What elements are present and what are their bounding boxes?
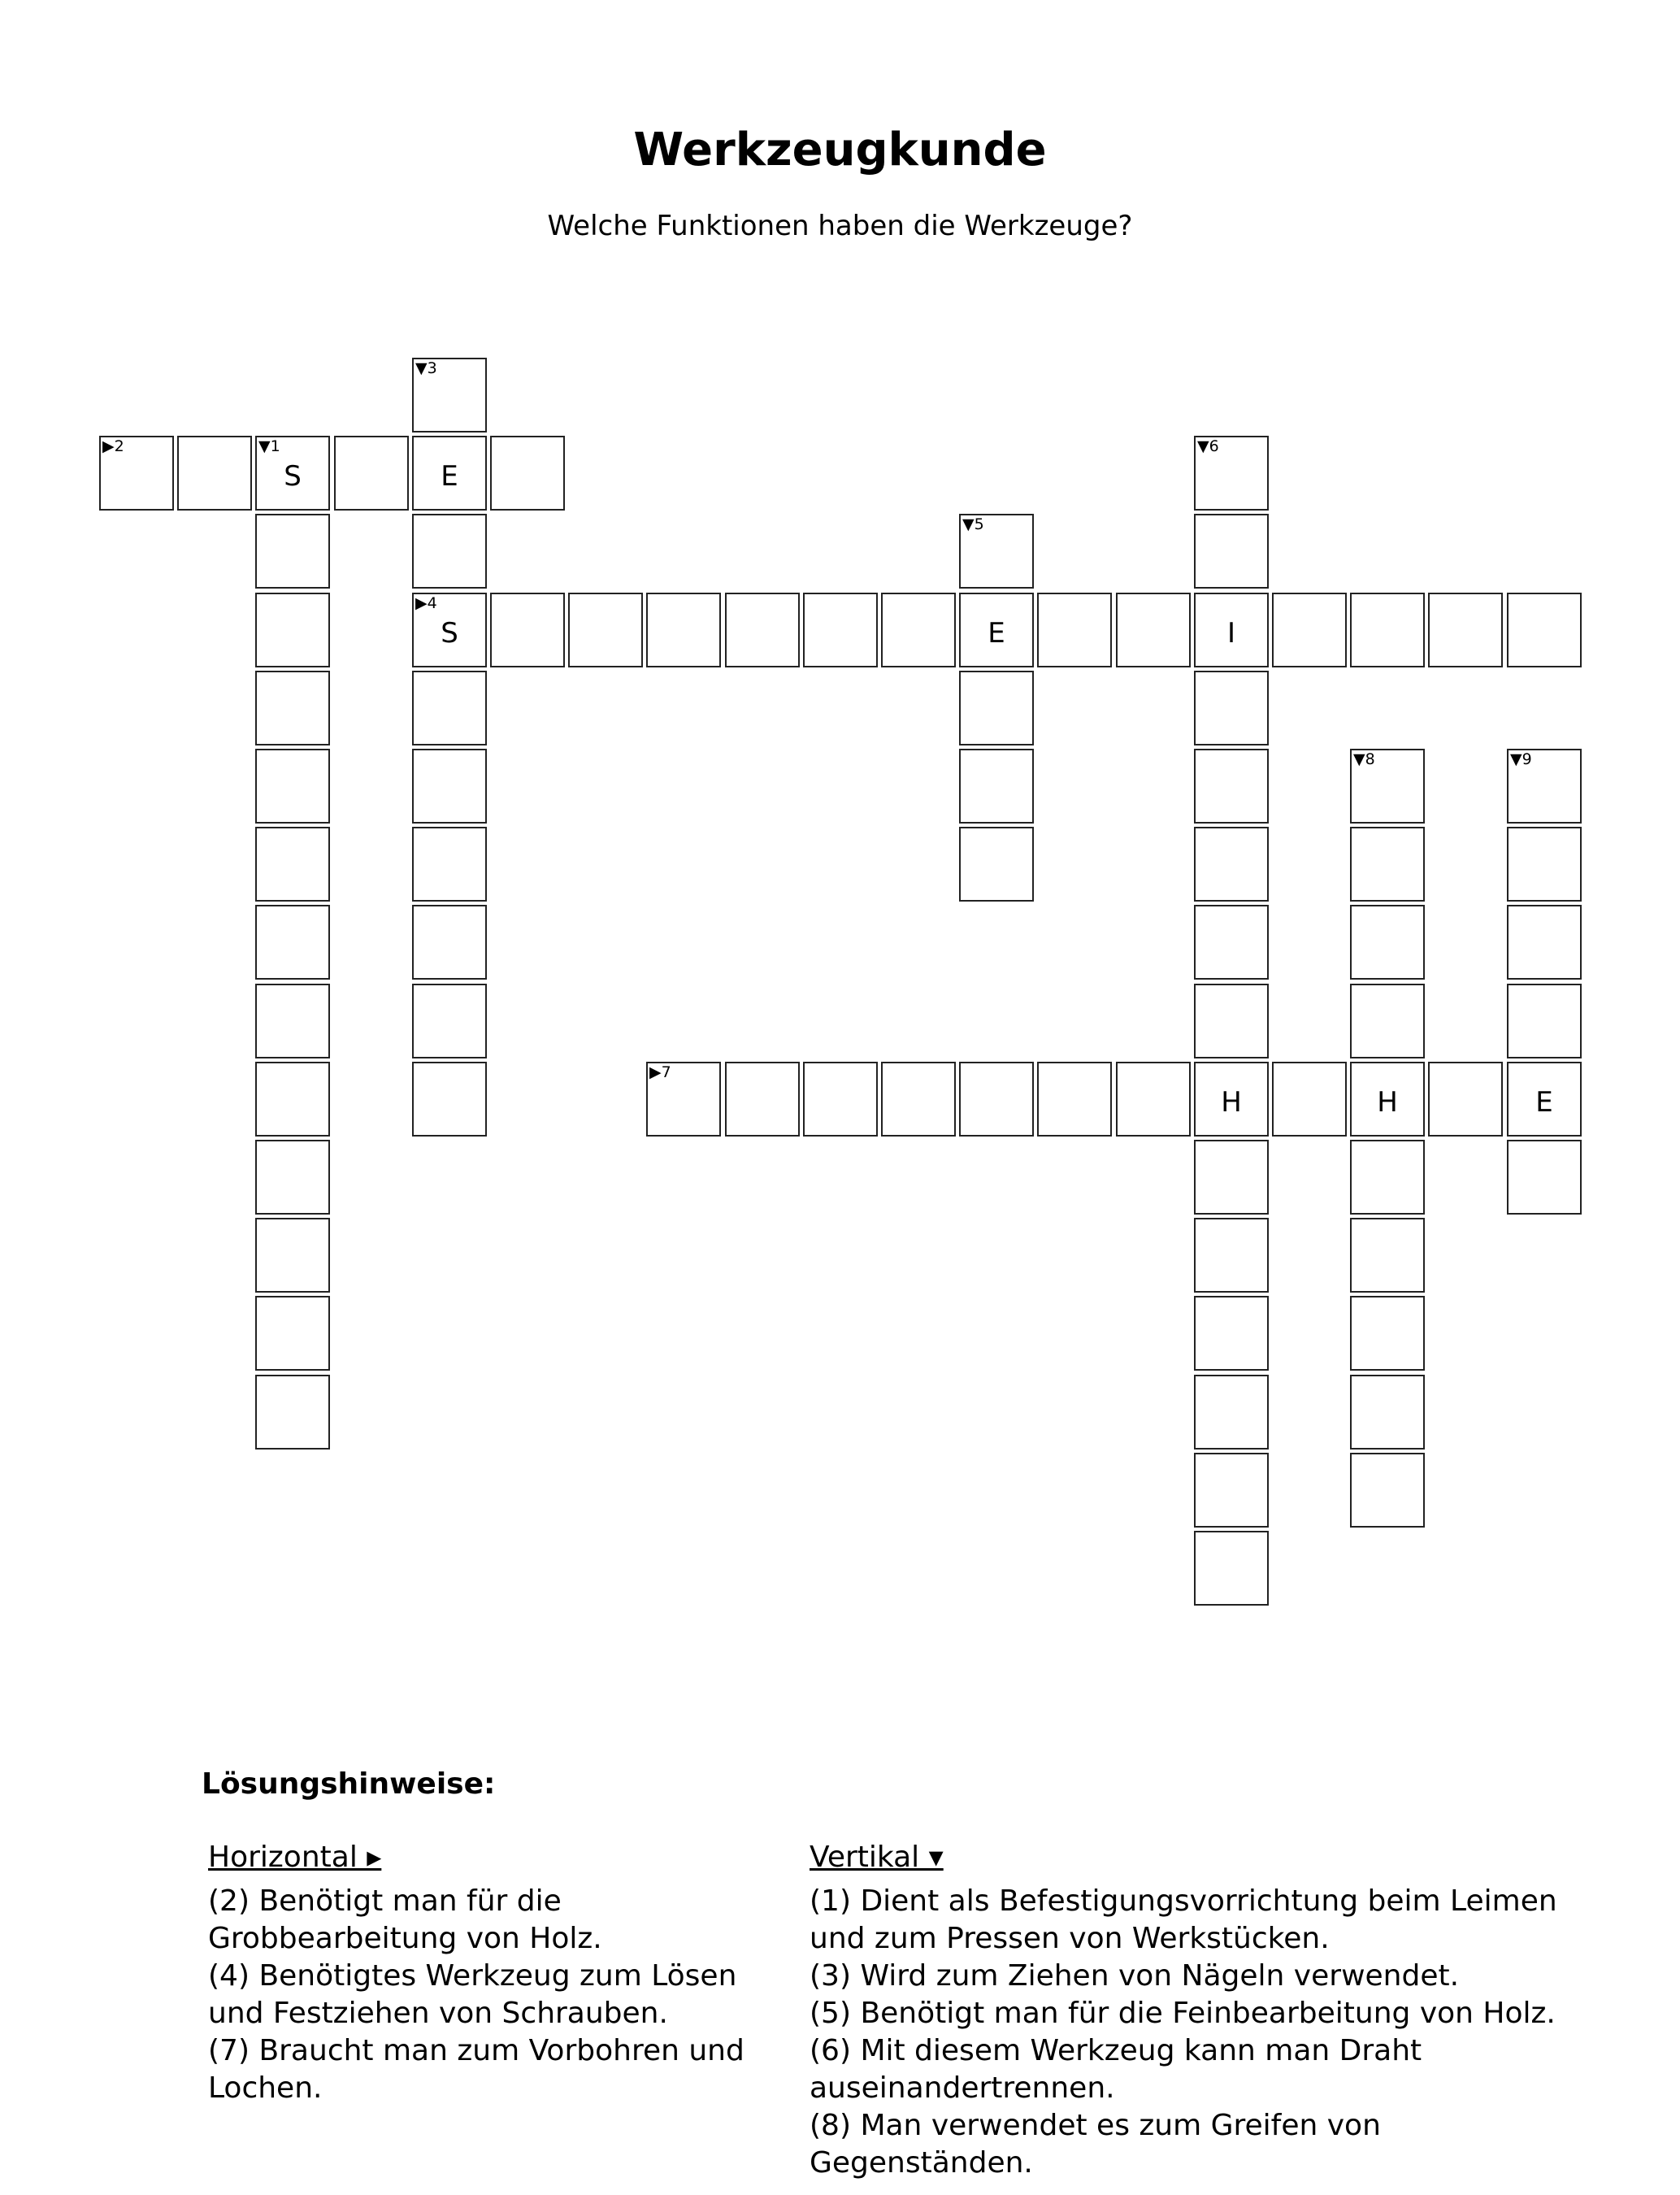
crossword-cell[interactable] — [1428, 593, 1503, 667]
crossword-cell[interactable] — [1194, 905, 1269, 980]
crossword-cell[interactable] — [1350, 1453, 1425, 1528]
clue-vertical: (6) Mit diesem Werkzeug kann man Draht auseinandertrennen. — [810, 2034, 1422, 2105]
crossword-cell[interactable] — [959, 514, 1034, 589]
crossword-cell[interactable] — [255, 671, 330, 745]
crossword-cell[interactable] — [490, 593, 565, 667]
cell-letter: H — [1377, 1086, 1398, 1119]
crossword-cell[interactable] — [881, 1062, 956, 1137]
crossword-cell[interactable] — [1194, 1140, 1269, 1215]
crossword-cell[interactable] — [1037, 1062, 1112, 1137]
crossword-cell[interactable] — [1194, 1531, 1269, 1606]
crossword-cell[interactable] — [334, 436, 409, 511]
crossword-cell[interactable] — [1507, 984, 1582, 1058]
crossword-cell[interactable] — [1116, 593, 1191, 667]
crossword-cell[interactable] — [1194, 827, 1269, 902]
crossword-cell[interactable] — [1194, 1296, 1269, 1371]
crossword-cell[interactable] — [412, 1062, 487, 1137]
crossword-cell[interactable] — [1194, 984, 1269, 1058]
crossword-cell[interactable] — [1350, 905, 1425, 980]
crossword-cell[interactable] — [1507, 593, 1582, 667]
clue-number: ▼5 — [962, 515, 984, 533]
clue-horizontal: (2) Benötigt man für die Grobbearbeitung von Holz. — [208, 1884, 602, 1955]
clue-number: ▼6 — [1197, 437, 1219, 455]
clue-number: ▶2 — [102, 437, 124, 455]
horizontal-heading: Horizontal ▸ — [208, 1841, 382, 1874]
clue-vertical: (3) Wird zum Ziehen von Nägeln verwendet. — [810, 1959, 1460, 1993]
clue-vertical: (1) Dient als Befestigungsvorrichtung beim Leimen und zum Pressen von Werkstücken. — [810, 1884, 1557, 1955]
crossword-cell[interactable] — [959, 671, 1034, 745]
crossword-cell[interactable] — [959, 827, 1034, 902]
crossword-cell[interactable] — [646, 1062, 721, 1137]
crossword-cell[interactable] — [1116, 1062, 1191, 1137]
crossword-cell[interactable] — [959, 1062, 1034, 1137]
crossword-cell[interactable] — [177, 436, 252, 511]
crossword-cell[interactable] — [1194, 1375, 1269, 1450]
crossword-cell[interactable] — [1507, 905, 1582, 980]
crossword-cell[interactable] — [412, 905, 487, 980]
crossword-cell[interactable] — [412, 749, 487, 824]
clue-number: ▼3 — [415, 359, 437, 377]
cell-letter: I — [1226, 617, 1236, 650]
cell-letter: E — [441, 460, 458, 493]
crossword-cell[interactable] — [1194, 1453, 1269, 1528]
clue-vertical: (5) Benötigt man für die Feinbearbeitung von Holz. — [810, 1997, 1556, 2030]
crossword-cell[interactable] — [646, 593, 721, 667]
clue-horizontal: (7) Braucht man zum Vorbohren und Lochen. — [208, 2034, 744, 2105]
clue-number: ▼9 — [1510, 750, 1532, 768]
crossword-cell[interactable] — [1350, 1140, 1425, 1215]
crossword-cell[interactable] — [568, 593, 643, 667]
crossword-cell[interactable] — [1194, 671, 1269, 745]
crossword-cell[interactable] — [1037, 593, 1112, 667]
crossword-cell[interactable] — [1350, 984, 1425, 1058]
clue-vertical: (8) Man verwendet es zum Greifen von Gegenständen. — [810, 2109, 1381, 2180]
crossword-cell[interactable] — [803, 1062, 878, 1137]
cell-letter: S — [284, 460, 302, 493]
crossword-cell[interactable] — [255, 514, 330, 589]
crossword-cell[interactable] — [1194, 436, 1269, 511]
crossword-cell[interactable] — [959, 749, 1034, 824]
crossword-cell[interactable] — [255, 1062, 330, 1137]
crossword-cell[interactable] — [1194, 514, 1269, 589]
crossword-cell[interactable] — [1350, 1218, 1425, 1293]
vertical-clues — [810, 1839, 1574, 2182]
crossword-cell[interactable] — [1428, 1062, 1503, 1137]
crossword-cell[interactable] — [1507, 1140, 1582, 1215]
crossword-cell[interactable] — [1350, 593, 1425, 667]
crossword-cell[interactable] — [1350, 749, 1425, 824]
vertical-heading: Vertikal ▾ — [810, 1841, 944, 1874]
crossword-cell[interactable] — [255, 593, 330, 667]
crossword-cell[interactable] — [490, 436, 565, 511]
crossword-cell[interactable] — [959, 593, 1034, 667]
crossword-cell[interactable] — [1194, 1062, 1269, 1137]
crossword-cell[interactable] — [1507, 749, 1582, 824]
crossword-cell[interactable] — [725, 593, 800, 667]
crossword-cell[interactable] — [1350, 1375, 1425, 1450]
crossword-cell[interactable] — [412, 984, 487, 1058]
crossword-cell[interactable] — [255, 984, 330, 1058]
cell-letter: S — [441, 617, 458, 650]
crossword-cell[interactable] — [1350, 1062, 1425, 1137]
crossword-cell[interactable] — [412, 593, 487, 667]
hints-title: Lösungshinweise: — [202, 1767, 496, 1801]
page-subtitle: Welche Funktionen haben die Werkzeuge? — [547, 210, 1133, 242]
crossword-cell[interactable] — [1194, 1218, 1269, 1293]
cell-letter: E — [988, 617, 1005, 650]
clue-horizontal: (4) Benötigtes Werkzeug zum Lösen und Festziehen von Schrauben. — [208, 1959, 737, 2030]
clue-number: ▼8 — [1353, 750, 1375, 768]
crossword-cell[interactable] — [725, 1062, 800, 1137]
crossword-cell[interactable] — [412, 671, 487, 745]
crossword-cell[interactable] — [1272, 593, 1347, 667]
crossword-cell[interactable] — [881, 593, 956, 667]
crossword-cell[interactable] — [1272, 1062, 1347, 1137]
crossword-cell[interactable] — [412, 827, 487, 902]
cell-letter: H — [1221, 1086, 1242, 1119]
crossword-cell[interactable] — [1350, 1296, 1425, 1371]
crossword-cell[interactable] — [1194, 749, 1269, 824]
crossword-cell[interactable] — [1507, 1062, 1582, 1137]
page-title: Werkzeugkunde — [633, 124, 1047, 176]
crossword-cell[interactable] — [803, 593, 878, 667]
crossword-cell[interactable] — [1350, 827, 1425, 902]
crossword-cell[interactable] — [99, 436, 174, 511]
crossword-cell[interactable] — [412, 358, 487, 432]
crossword-cell[interactable] — [255, 1375, 330, 1450]
crossword-cell[interactable] — [255, 749, 330, 824]
clue-number: ▼1 — [258, 437, 280, 455]
crossword-cell[interactable] — [1507, 827, 1582, 902]
clue-number: ▶4 — [415, 594, 437, 612]
crossword-cell[interactable] — [255, 1218, 330, 1293]
crossword-cell[interactable] — [412, 514, 487, 589]
crossword-cell[interactable] — [255, 827, 330, 902]
crossword-cell[interactable] — [255, 1140, 330, 1215]
crossword-cell[interactable] — [1194, 593, 1269, 667]
crossword-cell[interactable] — [255, 436, 330, 511]
cell-letter: E — [1535, 1086, 1553, 1119]
crossword-cell[interactable] — [255, 905, 330, 980]
crossword-cell[interactable] — [255, 1296, 330, 1371]
crossword-cell[interactable] — [412, 436, 487, 511]
horizontal-clues — [208, 1839, 800, 2107]
clue-number: ▶7 — [649, 1063, 671, 1081]
